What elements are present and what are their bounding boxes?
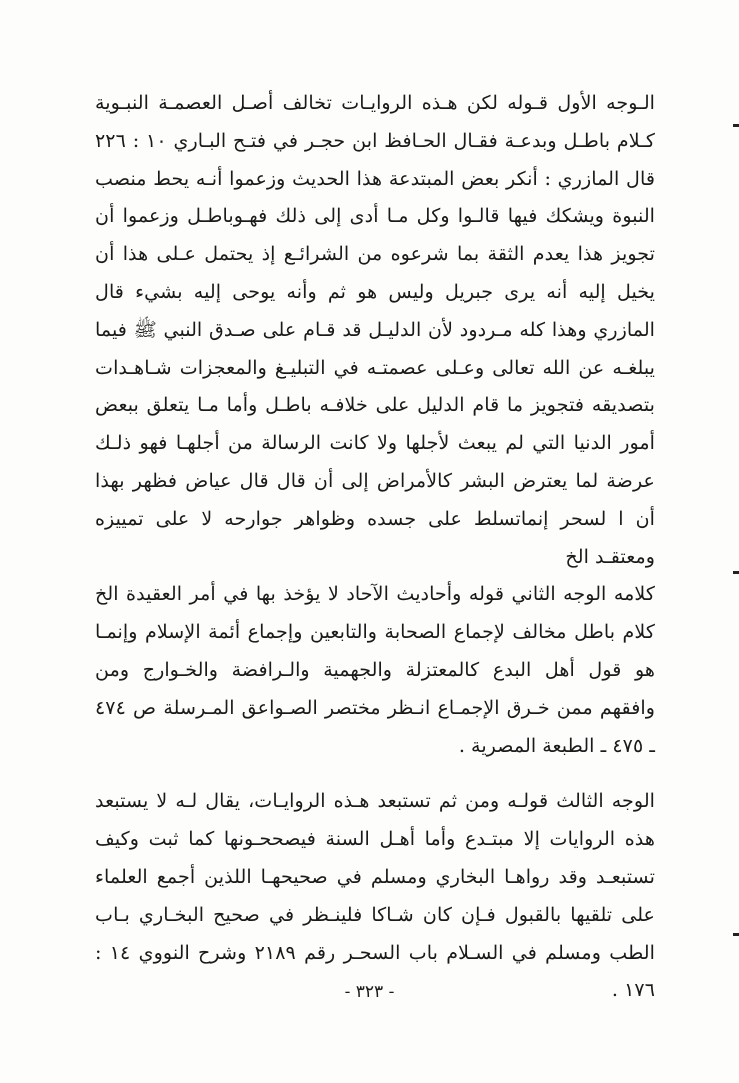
body-text	[95, 84, 655, 1009]
edge-mark	[733, 571, 739, 574]
paragraph-first-aspect: الـوجه الأول قـوله لكن هـذه الروايـات تخالف أصـل العصمـة النبـوية كـلام باطـل وبدعـة فقـال الحـافظ ابن حجـر في فتـح البـاري ١٠ : ٢٢٦ قال المازري : أنكر بعض المبتدعة هذا الحديث وزعموا أنـه يحط منصب النبوة ويشكك فيها قالـوا وكل مـا أدى إلى ذلك فهـوباطـل وزعموا أن تجويز هذا يعدم الثقة بما شرعوه من الشرائـع إذ يحتمل عـلى هذا أن يخيل إليه أنه يرى جبريل وليس هو ثم وأنه يوحى إليه بشيء قال المازري وهذا كله مـردود لأن الدليـل قد قـام على صـدق النبي ﷺ فيما يبلغـه عن الله تعالى وعـلى عصمتـه في التبليـغ والمعجزات شـاهـدات بتصديقه فتجويز ما قام الدليل على خلافـه باطـل وأما مـا يتعلق ببعض أمور الدنيا التي لم يبعث لأجلها ولا كانت الرسالة من أجلهـا فهو ذلـك عرضة لما يعترض البشر كالأمراض إلى أن قال قال عياض فظهر بهذا أن ا لسحر إنماتسلط على جسده وظواهر جوارحه لا على تمييزه ومعتقـد الخ	[95, 91, 655, 568]
paragraph-third-aspect: الوجه الثالث قولـه ومن ثم تستبعد هـذه الروايـات، يقال لـه لا يستبعد هذه الروايات إلا مبتـدع وأما أهـل السنة فيصححـونها كما ثبت وكيف تستبعـد وقد رواهـا البخاري ومسلم في صحيحهـا اللذين أجمع العلماء على تلقيها بالقبول فـإن كان شـاكا فلينـظر في صحيح البخـاري بـاب الطب ومسلم في السـلام باب السحـر رقم ٢١٨٩ وشرح النووي ١٤ : ١٧٦ .	[95, 789, 655, 1002]
paragraph-second-aspect: كلامه الوجه الثاني قوله وأحاديث الآحاد لا يؤخذ بها في أمر العقيدة الخ كلام باطل مخالف لإجماع الصحابة والتابعين وإجماع أئمة الإسلام وإنمـا هو قول أهل البدع كالمعتزلة والجهمية والـرافضة والخـوارج ومن وافقهم ممن خـرق الإجمـاع انـظر مختصر الصـواعق المـرسلة ص ٤٧٤ ـ ٤٧٥ ـ الطبعة المصرية .	[95, 582, 655, 757]
edge-mark	[733, 124, 739, 127]
page-number: - ٣٢٣ -	[344, 982, 395, 1002]
edge-mark	[733, 933, 739, 936]
